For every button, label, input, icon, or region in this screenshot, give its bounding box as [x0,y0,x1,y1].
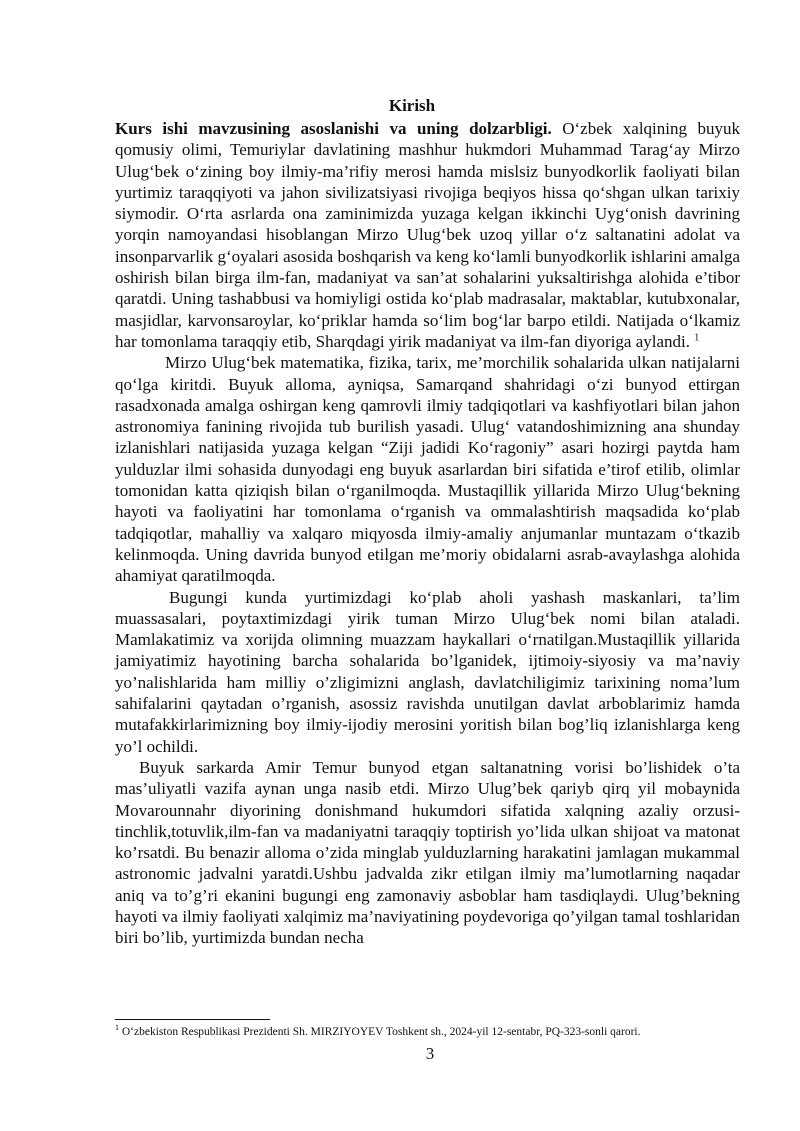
footnote-reference[interactable]: 1 [694,332,700,344]
section-title: Kirish [388,96,436,115]
page-number: 3 [425,1044,435,1063]
paragraph-2: Mirzo Ulug‘bek matematika, fizika, tarix, me’morchilik sohalarida ulkan natijalarni qo‘lga kiritdi. Buyuk alloma, ayniqsa, Samarqand shahridagi o‘zi bunyod ettirgan rasadxonada amalga oshirgan keng qamrovli ilmiy tadqiqotlari va kashfiyotlari bilan jahon astronomiya fanining rivojida tub burilish yasadi. Ulug‘ vatandoshimizning ana shunday izlanishlari natijasida yuzaga kelgan “Ziji jadidi Ko‘ragoniy” asari hozirgi paytda ham yulduzlar ilmi sohasida dunyodagi eng buyuk asarlardan biri sifatida e’tirof etilib, olimlar tomonidan katta qiziqish bilan o‘rganilmoqda. Mustaqillik yillarida Mirzo Ulug‘bekning hayoti va faoliyatini har tomonlama o‘rganish va ommalashtirish maqsadida ko‘plab tadqiqotlar, mahalliy va xalqaro miqyosda ilmiy-amaliy anjumanlar muntazam o‘tkazib kelinmoqda. Uning davrida bunyod etilgan me’moriy obidalarni asrab-avaylashga alohida ahamiyat qaratilmoqda. [115,353,740,586]
paragraph-1 [115,118,740,352]
paragraph-lead: Kurs ishi mavzusining asoslanishi va uning dolzarbligi. [115,119,552,138]
footnote-text: O‘zbekiston Respublikasi Prezidenti Sh. MIRZIYOYEV Toshkent sh., 2024-yil 12-sentabr, PQ-323-sonli qarori. [119,1026,641,1038]
paragraph-text: O‘zbek xalqining buyuk qomusiy olimi, Temuriylar davlatining mashhur hukmdori Muhammad Tarag‘ay Mirzo Ulug‘bek o‘zining boy ilmiy-ma’rifiy merosi hamda mislsiz bunyodkorlik faoliyati bilan yurtimiz taraqqiyoti va jahon sivilizatsiyasi rivojiga beqiyos hissa qo‘shgan ulkan tarixiy siymodir. O‘rta asrlarda ona zaminimizda yuzaga kelgan ikkinchi Uyg‘onish davrining yorqin namoyandasi hisoblangan Mirzo Ulug‘bek uzoq yillar o‘z saltanatini adolat va insonparvarlik g‘oyalari asosida boshqarish va keng ko‘lamli bunyodkorlik ishlarini amalga oshirish bilan birga ilm-fan, madaniyat va san’at sohalarini yuksaltirishga alohida e’tibor qaratdi. Uning tashabbusi va homiyligi ostida ko‘plab madrasalar, maktablar, kutubxonalar, masjidlar, karvonsaroylar, ko‘priklar hamda so‘lim bog‘lar barpo etildi. Natijada o‘lkamiz har tomonlama taraqqiy etib, Sharqdagi yirik madaniyat va ilm-fan diyoriga aylandi. [115,119,740,351]
footnote-divider [115,1019,270,1020]
body-text [115,118,740,949]
footnote [115,1023,755,1038]
paragraph-3: Bugungi kunda yurtimizdagi ko‘plab aholi yashash maskanlari, ta’lim muassasalari, poytaxtimizdagi yirik tuman Mirzo Ulug‘bek nomi bilan ataladi. Mamlakatimiz va xorijda olimning muazzam haykallari o‘rnatilgan.Mustaqillik yillarida jamiyatimiz hayotining barcha sohalarida bo’lganidek, ijtimoiy-siyosiy va ma’naviy yo’nalishlarida ham milliy o’zligimizni anglash, davlatchiligimiz tarixining noma’lum sahifalarini qaytadan o’rganish, asossiz ravishda unutilgan davlat arboblarimiz hamda mutafakkirlarimizning boy ilmiy-ijodiy merosini yoritish bilan bog’liq izlanishlarga keng yo’l ochildi. [115,587,740,756]
footnote-mark: 1 [115,1023,119,1033]
paragraph-4: Buyuk sarkarda Amir Temur bunyod etgan saltanatning vorisi bo’lishidek o’ta mas’uliyatli vazifa aynan unga nasib etdi. Mirzo Ulug’bek qariyb qirq yil mobaynida Movarounnahr diyorining donishmand hukumdori sifatida xalqning azaliy orzusi-tinchlik,totuvlik,ilm-fan va madaniyatni taraqqiy toptirish yo’lida ulkan shijoat va matonat ko’rsatdi. Bu benazir alloma o’zida minglab yulduzlarning harakatini jamlagan mukammal astronomic jadvalni yaratdi.Ushbu jadvalda zikr etilgan ilmiy ma’lumotlarning naqadar aniq va to’g’ri ekanini bugungi eng zamonaviy asboblar ham tasdiqlaydi. Ulug’bekning hayoti va ilmiy faoliyati xalqimiz ma’naviyatining poydevoriga qo’yilgan tamal toshlaridan biri bo’lib, yurtimizda bundan necha [115,757,740,948]
